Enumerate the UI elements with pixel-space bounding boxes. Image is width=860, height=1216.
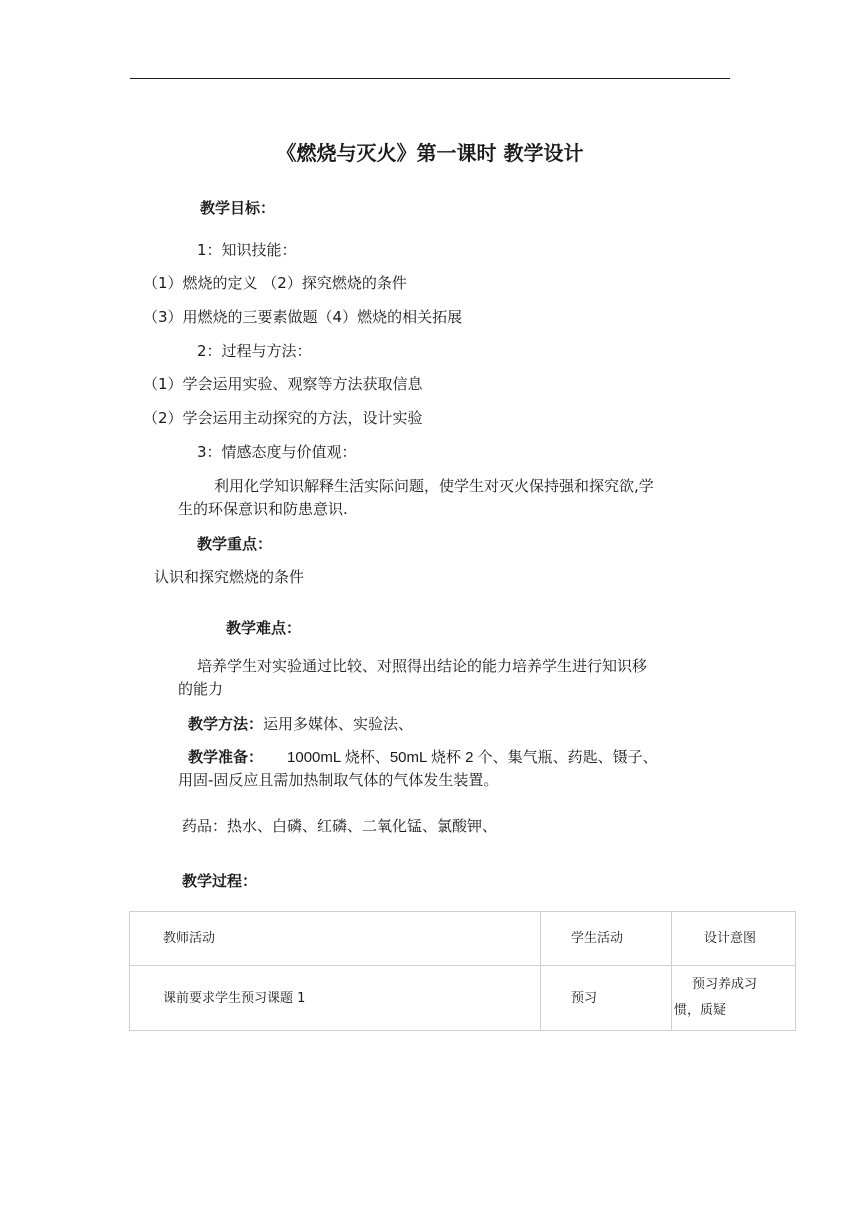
goals-heading: 教学目标： — [200, 199, 276, 217]
prep-line — [188, 745, 658, 770]
page-title: 《燃烧与灭火》第一课时 教学设计 — [276, 141, 584, 165]
header-rule — [130, 78, 730, 79]
table-cell-teacher: 课前要求学生预习课题 1 — [163, 991, 306, 1006]
goal1-heading: 1：知识技能： — [197, 241, 297, 259]
table-header-intent: 设计意图 — [704, 931, 757, 946]
goal2-line1: （1）学会运用实验、观察等方法获取信息 — [143, 375, 423, 393]
goal1-line2: （3）用燃烧的三要素做题（4）燃烧的相关拓展 — [143, 308, 463, 326]
table-cell-intent-line1: 预习养成习 — [692, 977, 758, 992]
table-header-student: 学生活动 — [571, 931, 624, 946]
table-cell-student: 预习 — [571, 991, 598, 1006]
goal1-line1: （1）燃烧的定义 （2）探究燃烧的条件 — [143, 274, 407, 292]
goal2-line2: （2）学会运用主动探究的方法，设计实验 — [143, 409, 423, 427]
table-cell-intent-line2: 惯，质疑 — [674, 1003, 727, 1018]
table-divider — [540, 912, 541, 1030]
goal3-line2: 生的环保意识和防患意识. — [178, 500, 348, 518]
method-line — [188, 712, 413, 736]
method-label: 教学方法： — [188, 715, 264, 733]
prep-text: 1000mL 烧杯、50mL 烧杯 2 个、集气瓶、药匙、镊子、 — [287, 749, 658, 766]
difficulty-line1: 培养学生对实验通过比较、对照得出结论的能力培养学生进行知识移 — [197, 657, 648, 675]
prep-line2: 用固-固反应且需加热制取气体的气体发生装置。 — [178, 771, 499, 789]
table-header-teacher: 教师活动 — [163, 931, 216, 946]
goal3-heading: 3：情感态度与价值观： — [197, 443, 357, 461]
difficulty-line2: 的能力 — [178, 680, 224, 698]
process-heading: 教学过程： — [182, 872, 258, 890]
table-divider — [130, 965, 795, 966]
goal3-line1: 利用化学知识解释生活实际问题，使学生对灭火保持强和探究欲,学 — [214, 477, 654, 495]
prep-label: 教学准备： — [188, 748, 264, 766]
table-divider — [671, 912, 672, 1030]
method-text: 运用多媒体、实验法、 — [263, 715, 414, 733]
goal2-heading: 2：过程与方法： — [197, 342, 312, 360]
process-table — [129, 911, 796, 1031]
difficulty-heading: 教学难点： — [226, 619, 302, 637]
drugs-line: 药品：热水、白磷、红磷、二氧化锰、氯酸钾、 — [182, 817, 498, 835]
key-text: 认识和探究燃烧的条件 — [154, 568, 305, 586]
key-heading: 教学重点： — [197, 535, 273, 553]
